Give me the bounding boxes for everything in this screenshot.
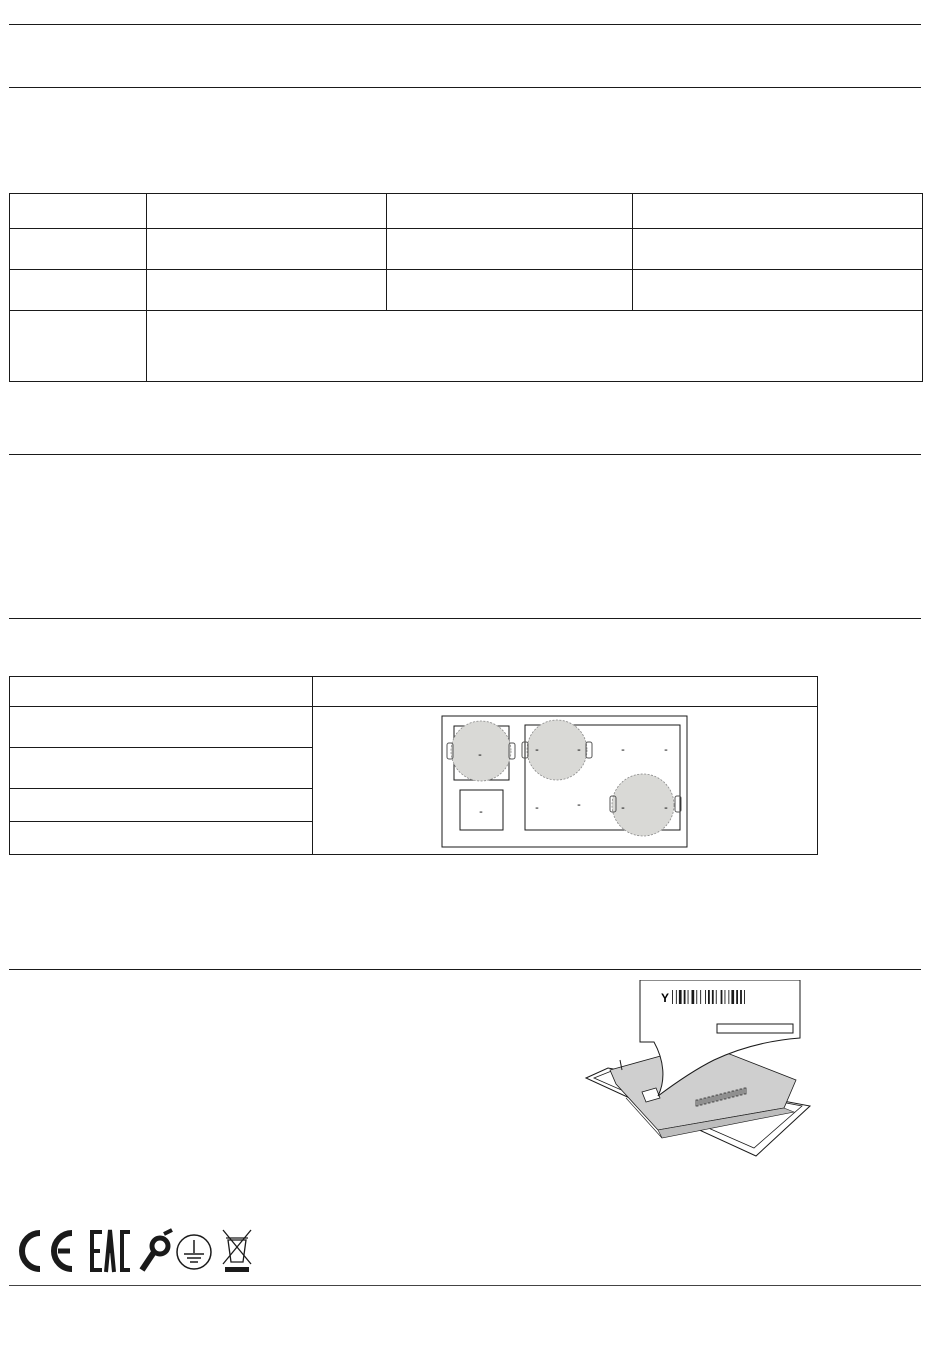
barcode-bar (736, 990, 738, 1004)
table-cell (10, 229, 147, 270)
section-1-rule (9, 87, 921, 88)
barcode-bar (696, 990, 697, 1004)
table-header-cell (313, 677, 818, 707)
barcode-bar (672, 990, 673, 1004)
zone-label: - (621, 801, 625, 814)
barcode-bar (679, 990, 682, 1004)
zone-label: - (478, 748, 482, 761)
footer-rule (9, 1285, 921, 1286)
section-4-rule (9, 969, 921, 970)
zone-label: - (535, 801, 539, 814)
zone-label: - (479, 805, 483, 818)
section-2-rule (9, 454, 921, 455)
table-cell (10, 822, 313, 855)
table-row (10, 229, 923, 270)
protective-earth-icon (177, 1235, 211, 1269)
barcode-bar (740, 990, 742, 1004)
barcode-bar (708, 990, 710, 1004)
zone-label: - (664, 801, 668, 814)
table-header-cell (10, 677, 313, 707)
table-cell (147, 229, 387, 270)
barcode-bar (684, 990, 686, 1004)
zone-label: - (621, 743, 625, 756)
barcode-bar (692, 990, 695, 1004)
barcode-bar (725, 990, 726, 1004)
cooking-zones-table (9, 676, 818, 855)
rating-plate-illustration (584, 980, 816, 1158)
zone-label: - (577, 743, 581, 756)
table-row (10, 270, 923, 311)
table-cell (147, 311, 923, 382)
table-cell (10, 311, 147, 382)
table-cell (10, 707, 313, 748)
table-cell (147, 270, 387, 311)
zone-label: - (577, 798, 581, 811)
barcode-bar (712, 990, 714, 1004)
table-cell (633, 270, 923, 311)
svg-text:Y: Y (660, 991, 670, 1005)
eac-mark-icon (92, 1230, 130, 1272)
table-cell (10, 270, 147, 311)
barcode-bar (744, 990, 745, 1004)
section-3-rule (9, 618, 921, 619)
hob-layout-cell (313, 707, 818, 855)
barcode-bar (716, 990, 717, 1004)
table-cell (10, 748, 313, 789)
table-cell (387, 229, 633, 270)
serial-number-box (717, 1024, 793, 1033)
table-cell (633, 229, 923, 270)
barcode-bar (700, 990, 701, 1004)
ce-mark-icon (22, 1233, 72, 1269)
table-row (10, 677, 818, 707)
zone-label: - (664, 743, 668, 756)
table-cell (10, 194, 147, 229)
pot-icon (522, 720, 592, 780)
barcode-bar (731, 990, 734, 1004)
table-cell (387, 270, 633, 311)
barcode-bar (676, 990, 677, 1004)
weee-crossed-bin-icon (223, 1230, 251, 1272)
top-rule (9, 24, 921, 25)
table-row (10, 311, 923, 382)
barcode-bar (728, 990, 729, 1004)
table-cell (387, 194, 633, 229)
barcode-bar (705, 990, 706, 1004)
conformity-marks (10, 1226, 260, 1276)
rostest-mark-icon (142, 1230, 172, 1270)
table-row (10, 194, 923, 229)
barcode-bar (721, 990, 723, 1004)
hob-layout-diagram (313, 708, 816, 854)
specification-table (9, 193, 923, 382)
table-row (10, 707, 818, 748)
table-cell (147, 194, 387, 229)
zone-label: - (535, 743, 539, 756)
table-cell (10, 789, 313, 822)
table-cell (633, 194, 923, 229)
barcode-bar (688, 990, 689, 1004)
